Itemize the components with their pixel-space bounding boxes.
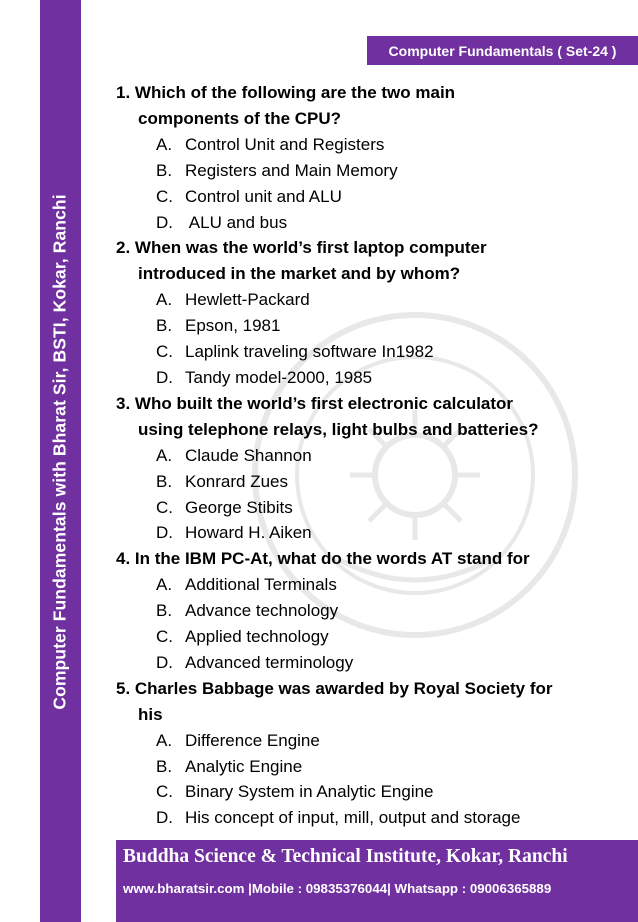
set-tag: Computer Fundamentals ( Set-24 ) bbox=[367, 36, 638, 65]
question-text: 5. Charles Babbage was awarded by Royal Society for bbox=[116, 678, 553, 698]
option-text: Advanced terminology bbox=[185, 652, 354, 672]
option-text: Binary System in Analytic Engine bbox=[185, 782, 434, 802]
option-letter: A. bbox=[156, 134, 173, 154]
option-text: Analytic Engine bbox=[185, 756, 303, 776]
option-letter: C. bbox=[156, 186, 173, 206]
question-block bbox=[116, 80, 616, 235]
footer-band bbox=[116, 840, 638, 922]
institute-name: Buddha Science & Technical Institute, Kokar, Ranchi bbox=[123, 846, 568, 867]
option-letter: D. bbox=[156, 367, 173, 387]
option-text: George Stibits bbox=[185, 497, 293, 517]
answer-option bbox=[116, 754, 616, 780]
option-text: Registers and Main Memory bbox=[185, 160, 398, 180]
option-text: Difference Engine bbox=[185, 730, 320, 750]
option-letter: B. bbox=[156, 471, 173, 491]
option-letter: A. bbox=[156, 290, 173, 310]
option-letter: C. bbox=[156, 497, 173, 517]
option-text: Epson, 1981 bbox=[185, 316, 281, 336]
option-letter: A. bbox=[156, 575, 173, 595]
option-text: His concept of input, mill, output and storage bbox=[185, 808, 521, 828]
answer-option bbox=[116, 443, 616, 469]
option-text: Hewlett-Packard bbox=[185, 290, 310, 310]
option-text: ALU and bus bbox=[185, 212, 288, 232]
option-text: Applied technology bbox=[185, 627, 329, 647]
option-letter: A. bbox=[156, 730, 173, 750]
question-text: 4. In the IBM PC-At, what do the words AT stand for bbox=[116, 549, 530, 569]
answer-option bbox=[116, 132, 616, 158]
answer-option bbox=[116, 572, 616, 598]
option-letter: D. bbox=[156, 652, 173, 672]
question-text-continued: his bbox=[138, 704, 163, 724]
option-text: Claude Shannon bbox=[185, 445, 312, 465]
question-text-continued: using telephone relays, light bulbs and batteries? bbox=[138, 419, 539, 439]
option-letter: B. bbox=[156, 160, 173, 180]
answer-option bbox=[116, 158, 616, 184]
option-letter: D. bbox=[156, 212, 173, 232]
answer-option bbox=[116, 624, 616, 650]
answer-option bbox=[116, 779, 616, 805]
answer-option bbox=[116, 495, 616, 521]
option-text: Control unit and ALU bbox=[185, 186, 342, 206]
option-text: Additional Terminals bbox=[185, 575, 337, 595]
answer-option bbox=[116, 313, 616, 339]
option-letter: C. bbox=[156, 627, 173, 647]
answer-option bbox=[116, 469, 616, 495]
option-text: Tandy model-2000, 1985 bbox=[185, 367, 373, 387]
option-letter: C. bbox=[156, 342, 173, 362]
option-letter: B. bbox=[156, 601, 173, 621]
option-text: Konrard Zues bbox=[185, 471, 288, 491]
option-text: Howard H. Aiken bbox=[185, 523, 312, 543]
option-letter: D. bbox=[156, 523, 173, 543]
answer-option bbox=[116, 287, 616, 313]
option-text: Laplink traveling software In1982 bbox=[185, 342, 434, 362]
answer-option bbox=[116, 210, 616, 236]
question-list bbox=[116, 80, 616, 831]
answer-option bbox=[116, 598, 616, 624]
question-block bbox=[116, 546, 616, 676]
contact-line: www.bharatsir.com |Mobile : 09835376044| Whatsapp : 09006365889 bbox=[123, 881, 552, 896]
question-text-continued: components of the CPU? bbox=[138, 108, 342, 128]
question-block bbox=[116, 676, 616, 831]
option-text: Advance technology bbox=[185, 601, 339, 621]
option-letter: A. bbox=[156, 445, 173, 465]
answer-option bbox=[116, 365, 616, 391]
answer-option bbox=[116, 805, 616, 831]
option-letter: B. bbox=[156, 316, 173, 336]
answer-option bbox=[116, 184, 616, 210]
option-text: Control Unit and Registers bbox=[185, 134, 385, 154]
side-band-title: Computer Fundamentals with Bharat Sir, BSTI, Kokar, Ranchi bbox=[49, 194, 70, 710]
answer-option bbox=[116, 339, 616, 365]
question-text: 1. Which of the following are the two main bbox=[116, 83, 456, 102]
option-letter: B. bbox=[156, 756, 173, 776]
option-letter: C. bbox=[156, 782, 173, 802]
question-text: 2. When was the world’s first laptop computer bbox=[116, 238, 487, 258]
answer-option bbox=[116, 520, 616, 546]
option-letter: D. bbox=[156, 808, 173, 828]
question-block bbox=[116, 391, 616, 546]
question-text-continued: introduced in the market and by whom? bbox=[138, 264, 461, 284]
question-text: 3. Who built the world’s first electronic calculator bbox=[116, 393, 514, 413]
answer-option bbox=[116, 728, 616, 754]
answer-option bbox=[116, 650, 616, 676]
question-block bbox=[116, 235, 616, 390]
